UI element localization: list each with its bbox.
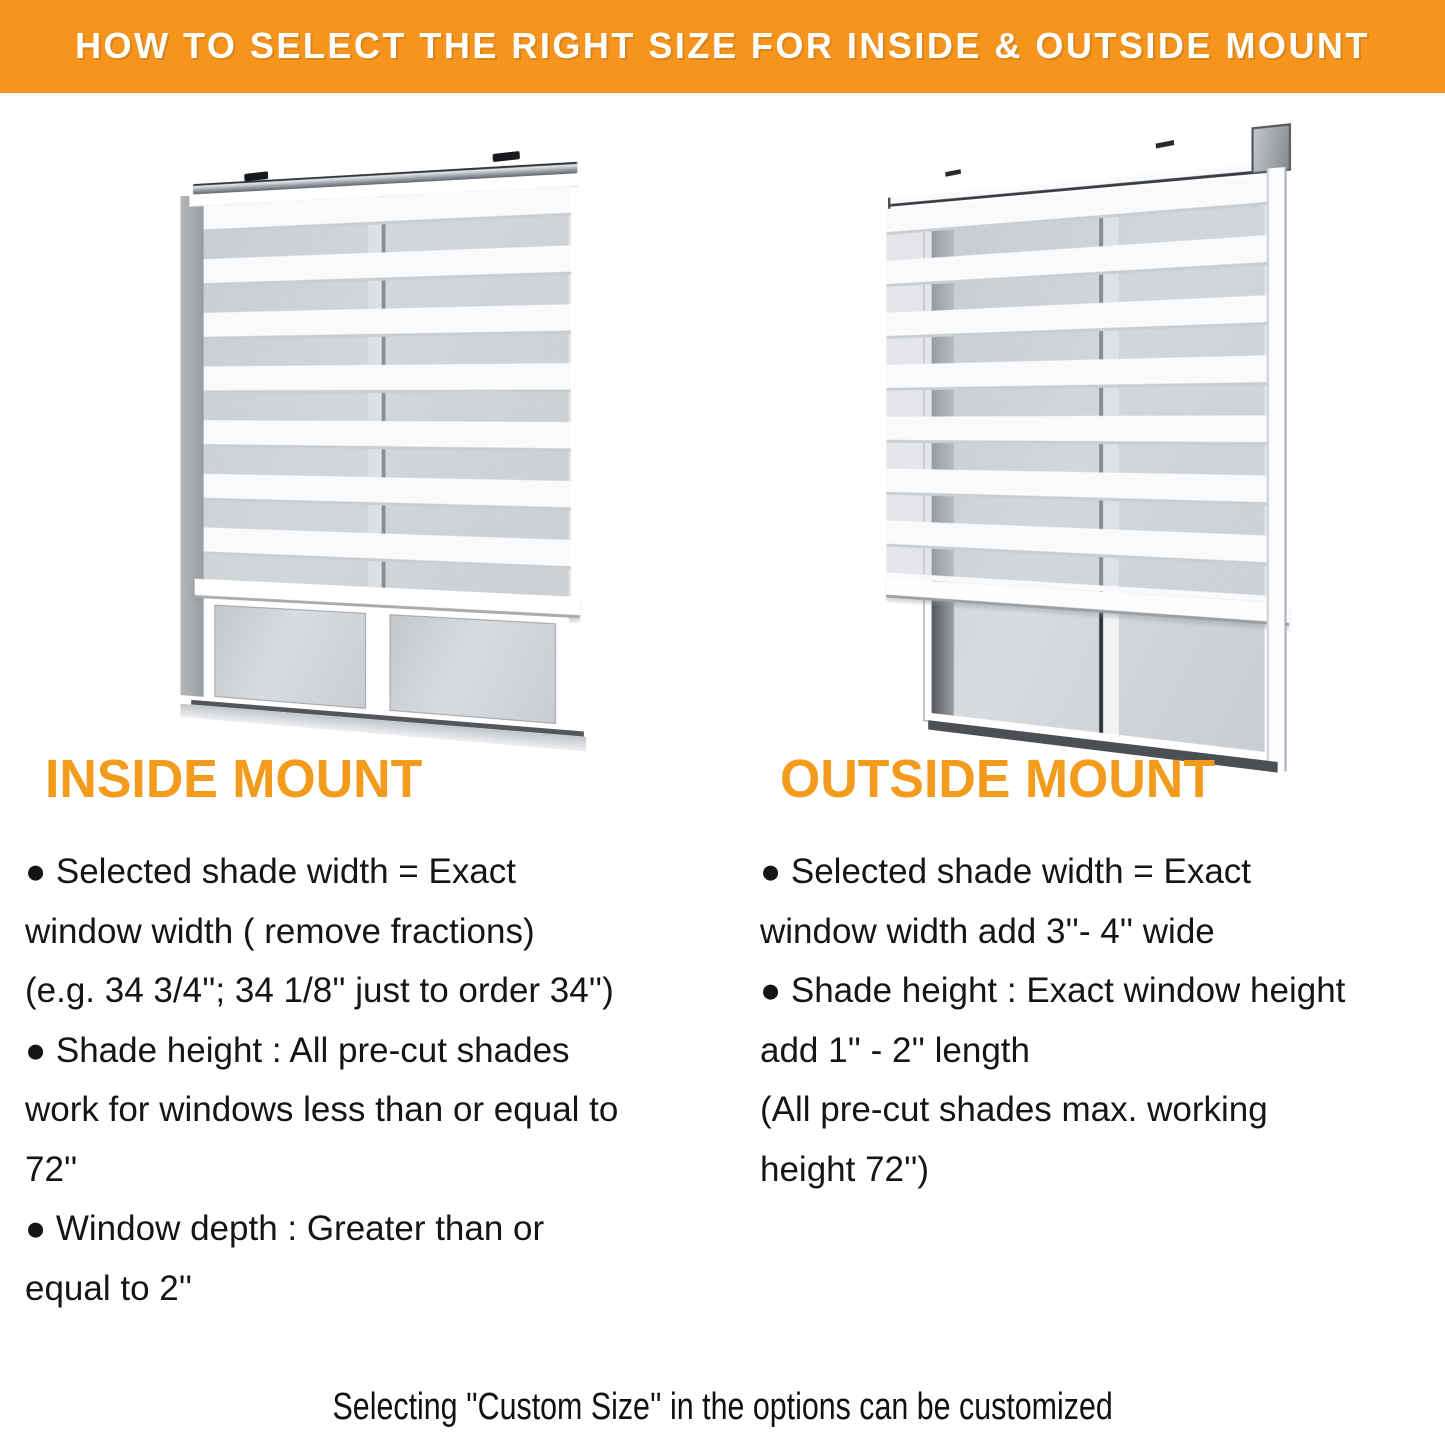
text-line: ● Selected shade width = Exact (25, 852, 517, 891)
text-line: window width add 3''- 4'' wide (760, 911, 1215, 951)
outside-mount-heading: OUTSIDE MOUNT (780, 749, 1215, 809)
outside-mount-text-column (760, 842, 1445, 1199)
mounting-screw-icon (945, 169, 961, 177)
inside-mount-text-column (25, 842, 735, 1318)
outside-mount-window-scene (886, 122, 1300, 795)
text-line: ● Window depth : Greater than or (25, 1209, 545, 1248)
zebra-shade (204, 186, 571, 596)
text-line: ● Selected shade width = Exact (760, 852, 1252, 891)
window-pane-left (214, 605, 366, 709)
mounting-bracket-icon (493, 151, 521, 162)
inside-mount-heading: INSIDE MOUNT (45, 749, 423, 809)
banner-title: HOW TO SELECT THE RIGHT SIZE FOR INSIDE & OUTSIDE MOUNT (75, 25, 1370, 66)
window-pane-right (390, 614, 556, 724)
text-line: work for windows less than or equal to (25, 1090, 619, 1129)
text-line: ● Shade height : All pre-cut shades (25, 1030, 570, 1070)
text-line: height 72'') (760, 1149, 930, 1189)
footer-note: Selecting ''Custom Size'' in the options can be customized (332, 1386, 1113, 1428)
text-line: (e.g. 34 3/4''; 34 1/8'' just to order 34'') (25, 971, 614, 1010)
banner (0, 0, 1445, 93)
text-line: ● Shade height : Exact window height (760, 971, 1346, 1010)
text-line: equal to 2'' (25, 1268, 193, 1308)
text-line: 72'' (25, 1149, 78, 1189)
inside-mount-illustration (152, 148, 582, 748)
inside-mount-window-scene (168, 134, 588, 768)
mounting-screw-icon (1156, 140, 1175, 149)
footer-note-row (0, 1386, 1445, 1429)
text-line: (All pre-cut shades max. working (760, 1090, 1268, 1129)
text-line: window width ( remove fractions) (25, 911, 535, 951)
window-left-jamb (932, 226, 954, 716)
window-left-jamb (181, 195, 206, 697)
outside-mount-illustration (862, 146, 1292, 766)
text-line: add 1'' - 2'' length (760, 1030, 1030, 1070)
